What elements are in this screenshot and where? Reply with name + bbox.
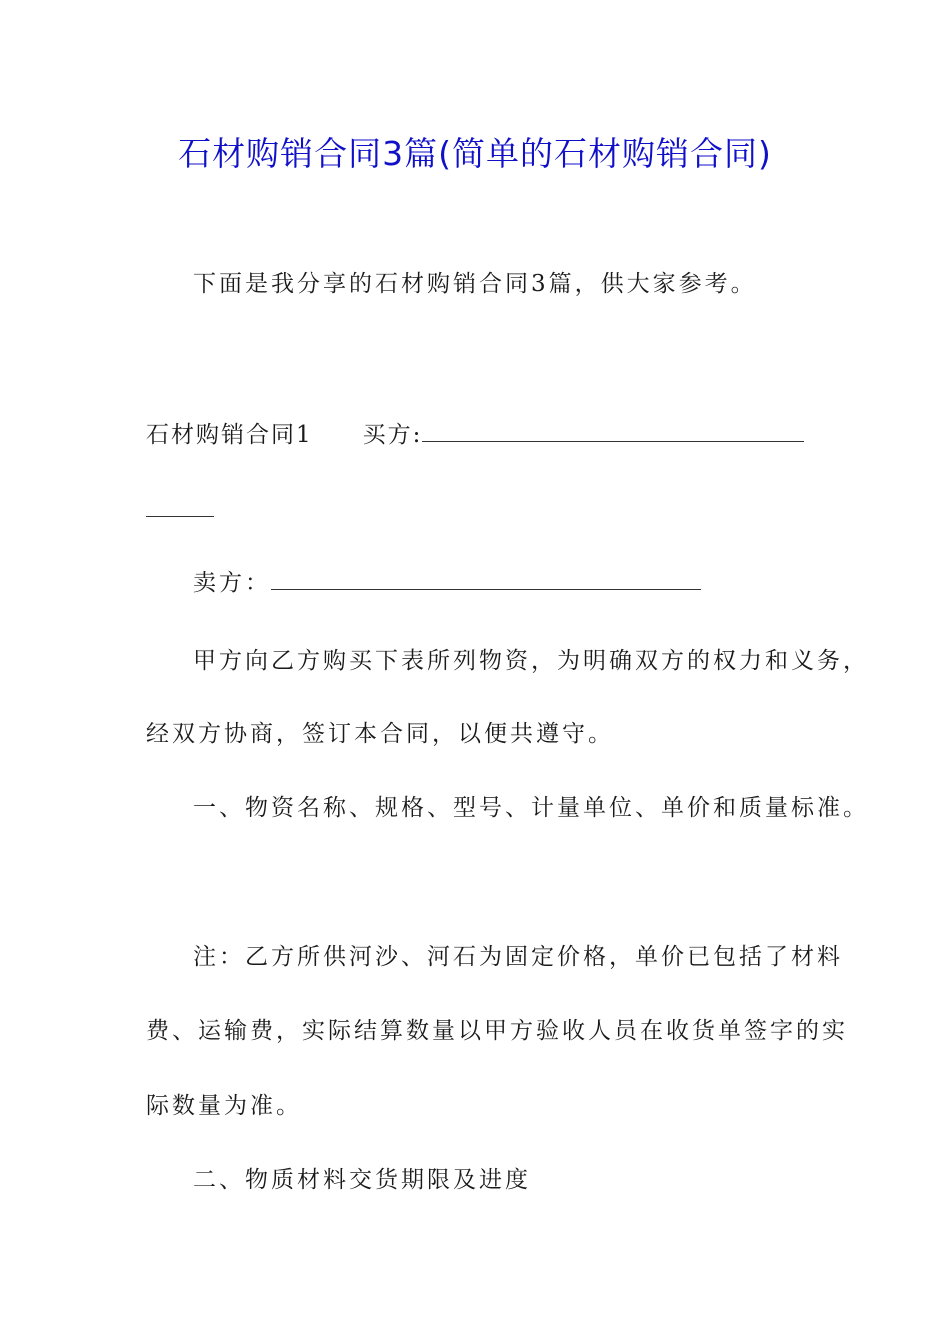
buyer-blank-continuation — [146, 494, 214, 517]
note-line-2: 费、运输费，实际结算数量以甲方验收人员在收货单签字的实 — [146, 1018, 848, 1044]
paragraph-1-line-1: 甲方向乙方购买下表所列物资，为明确双方的权力和义务， — [193, 648, 869, 674]
intro-paragraph: 下面是我分享的石材购销合同3篇，供大家参考。 — [193, 271, 757, 297]
contract-heading: 石材购销合同1 — [146, 422, 313, 448]
page-title: 石材购销合同3篇(简单的石材购销合同) — [178, 134, 772, 173]
buyer-blank-continuation-row — [146, 492, 214, 528]
note-line-3: 际数量为准。 — [146, 1093, 302, 1119]
paragraph-1-line-2: 经双方协商，签订本合同，以便共遵守。 — [146, 721, 614, 747]
seller-label: 卖方： — [193, 570, 271, 596]
seller-blank-line — [271, 567, 701, 590]
contract-heading-row — [146, 417, 804, 453]
seller-row — [193, 565, 701, 601]
buyer-blank-line — [422, 419, 804, 442]
buyer-label: 买方: — [362, 422, 423, 448]
section-2-heading: 二、物质材料交货期限及进度 — [193, 1167, 531, 1193]
note-line-1: 注：乙方所供河沙、河石为固定价格，单价已包括了材料 — [193, 944, 843, 970]
section-1-heading: 一、物资名称、规格、型号、计量单位、单价和质量标准。 — [193, 795, 869, 821]
